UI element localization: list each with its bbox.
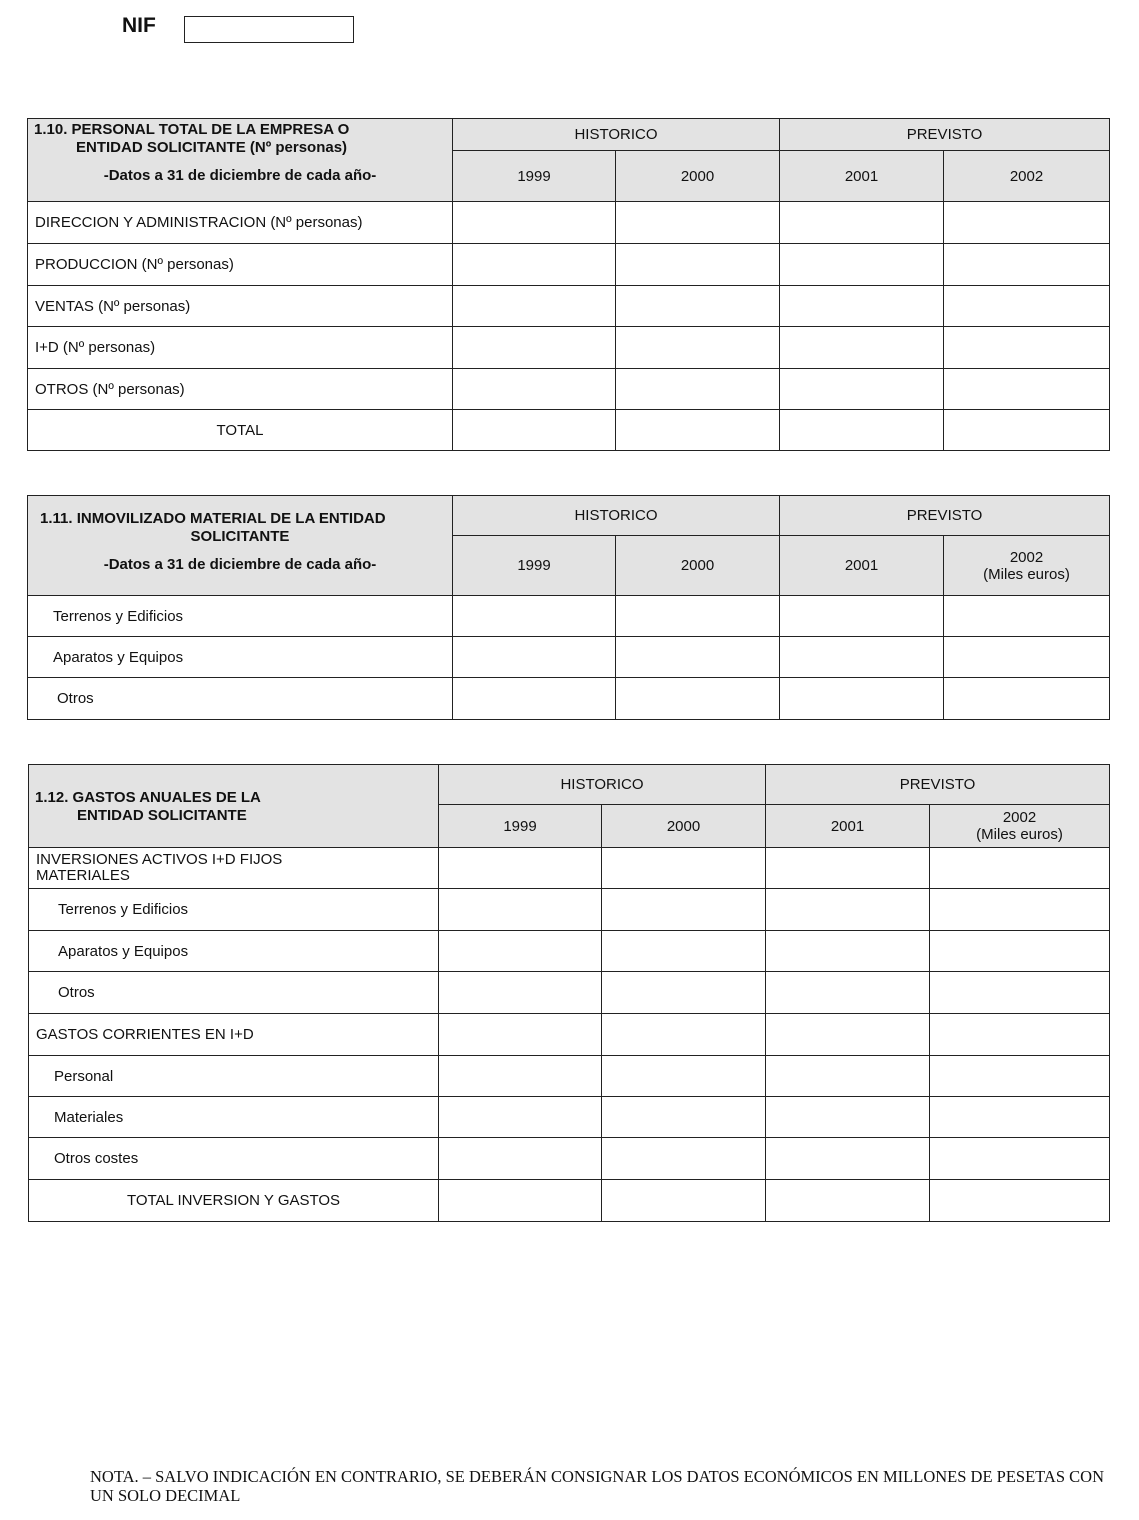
input-cell[interactable] [944,202,1110,244]
input-cell[interactable] [453,410,616,451]
total-label: TOTAL [28,410,453,451]
row-label: I+D (Nº personas) [28,327,453,369]
input-cell[interactable] [944,327,1110,369]
input-cell[interactable] [766,1180,930,1222]
input-cell[interactable] [780,327,944,369]
year-header: 2000 [616,151,780,202]
input-cell[interactable] [602,848,766,889]
group-previsto: PREVISTO [780,119,1110,151]
input-cell[interactable] [439,1180,602,1222]
input-cell[interactable] [780,410,944,451]
table-gastos [28,764,1110,1222]
year-header: 2001 [780,536,944,596]
input-cell[interactable] [944,244,1110,286]
input-cell[interactable] [944,678,1110,720]
input-cell[interactable] [780,286,944,327]
input-cell[interactable] [616,327,780,369]
input-cell[interactable] [602,1180,766,1222]
input-cell[interactable] [766,1056,930,1097]
input-cell[interactable] [766,1138,930,1180]
input-cell[interactable] [439,972,602,1014]
nif-label: NIF [122,14,156,37]
table-personal-title: 1.10. PERSONAL TOTAL DE LA EMPRESA O ENTIDAD SOLICITANTE (Nº personas) -Datos a 31 de diciembre de cada año- [28,119,453,202]
input-cell[interactable] [602,1056,766,1097]
input-cell[interactable] [453,678,616,720]
input-cell[interactable] [453,637,616,678]
year-header: 2000 [616,536,780,596]
input-cell[interactable] [780,244,944,286]
input-cell[interactable] [944,286,1110,327]
year-header: 1999 [453,536,616,596]
input-cell[interactable] [602,931,766,972]
row-label: Materiales [29,1097,439,1138]
input-cell[interactable] [453,369,616,410]
row-label: Aparatos y Equipos [29,931,439,972]
row-label: Otros [29,972,439,1014]
input-cell[interactable] [930,1056,1110,1097]
input-cell[interactable] [439,1138,602,1180]
nif-input[interactable] [184,16,354,43]
input-cell[interactable] [602,889,766,931]
input-cell[interactable] [453,286,616,327]
input-cell[interactable] [439,1097,602,1138]
input-cell[interactable] [602,1138,766,1180]
input-cell[interactable] [780,202,944,244]
row-label: Otros costes [29,1138,439,1180]
input-cell[interactable] [439,1014,602,1056]
input-cell[interactable] [766,848,930,889]
table-inmovilizado-title: 1.11. INMOVILIZADO MATERIAL DE LA ENTIDAD SOLICITANTE -Datos a 31 de diciembre de cada año- [28,496,453,596]
input-cell[interactable] [439,889,602,931]
row-label: DIRECCION Y ADMINISTRACION (Nº personas) [28,202,453,244]
year-header: 2001 [780,151,944,202]
input-cell[interactable] [780,637,944,678]
row-label: Aparatos y Equipos [28,637,453,678]
input-cell[interactable] [616,286,780,327]
input-cell[interactable] [616,678,780,720]
input-cell[interactable] [453,596,616,637]
input-cell[interactable] [930,1097,1110,1138]
input-cell[interactable] [944,369,1110,410]
input-cell[interactable] [602,1014,766,1056]
group-previsto: PREVISTO [780,496,1110,536]
year-header: 2000 [602,805,766,848]
input-cell[interactable] [780,596,944,637]
input-cell[interactable] [602,972,766,1014]
year-header-unit: 2002 (Miles euros) [930,805,1110,848]
year-header: 2001 [766,805,930,848]
input-cell[interactable] [602,1097,766,1138]
group-historico: HISTORICO [453,119,780,151]
group-historico: HISTORICO [439,765,766,805]
input-cell[interactable] [453,202,616,244]
input-cell[interactable] [930,1180,1110,1222]
row-label: PRODUCCION (Nº personas) [28,244,453,286]
row-label: Otros [28,678,453,720]
input-cell[interactable] [766,1097,930,1138]
row-label: INVERSIONES ACTIVOS I+D FIJOS MATERIALES [29,848,439,889]
input-cell[interactable] [930,972,1110,1014]
input-cell[interactable] [766,931,930,972]
input-cell[interactable] [616,637,780,678]
input-cell[interactable] [616,202,780,244]
input-cell[interactable] [616,410,780,451]
year-header: 1999 [453,151,616,202]
table-personal [27,118,1110,451]
row-label: Terrenos y Edificios [28,596,453,637]
input-cell[interactable] [944,637,1110,678]
input-cell[interactable] [439,848,602,889]
table-inmovilizado [27,495,1110,720]
table-gastos-title: 1.12. GASTOS ANUALES DE LA ENTIDAD SOLICITANTE [29,765,439,848]
input-cell[interactable] [944,410,1110,451]
input-cell[interactable] [439,1056,602,1097]
input-cell[interactable] [453,327,616,369]
input-cell[interactable] [780,678,944,720]
group-previsto: PREVISTO [766,765,1110,805]
input-cell[interactable] [766,1014,930,1056]
total-label: TOTAL INVERSION Y GASTOS [29,1180,439,1222]
row-label: OTROS (Nº personas) [28,369,453,410]
footnote: NOTA. – SALVO INDICACIÓN EN CONTRARIO, SE DEBERÁN CONSIGNAR LOS DATOS ECONÓMICOS EN MILLONES DE PESETAS CON UN SOLO DECIMAL [90,1467,1104,1505]
input-cell[interactable] [930,931,1110,972]
input-cell[interactable] [439,931,602,972]
input-cell[interactable] [616,369,780,410]
input-cell[interactable] [616,244,780,286]
input-cell[interactable] [780,369,944,410]
input-cell[interactable] [930,1014,1110,1056]
group-historico: HISTORICO [453,496,780,536]
input-cell[interactable] [453,244,616,286]
year-header-unit: 2002 (Miles euros) [944,536,1110,596]
year-header: 1999 [439,805,602,848]
input-cell[interactable] [616,596,780,637]
input-cell[interactable] [766,889,930,931]
input-cell[interactable] [944,596,1110,637]
input-cell[interactable] [930,889,1110,931]
year-header: 2002 [944,151,1110,202]
row-label: VENTAS (Nº personas) [28,286,453,327]
input-cell[interactable] [766,972,930,1014]
row-label: Personal [29,1056,439,1097]
row-label: Terrenos y Edificios [29,889,439,931]
input-cell[interactable] [930,848,1110,889]
row-label: GASTOS CORRIENTES EN I+D [29,1014,439,1056]
input-cell[interactable] [930,1138,1110,1180]
